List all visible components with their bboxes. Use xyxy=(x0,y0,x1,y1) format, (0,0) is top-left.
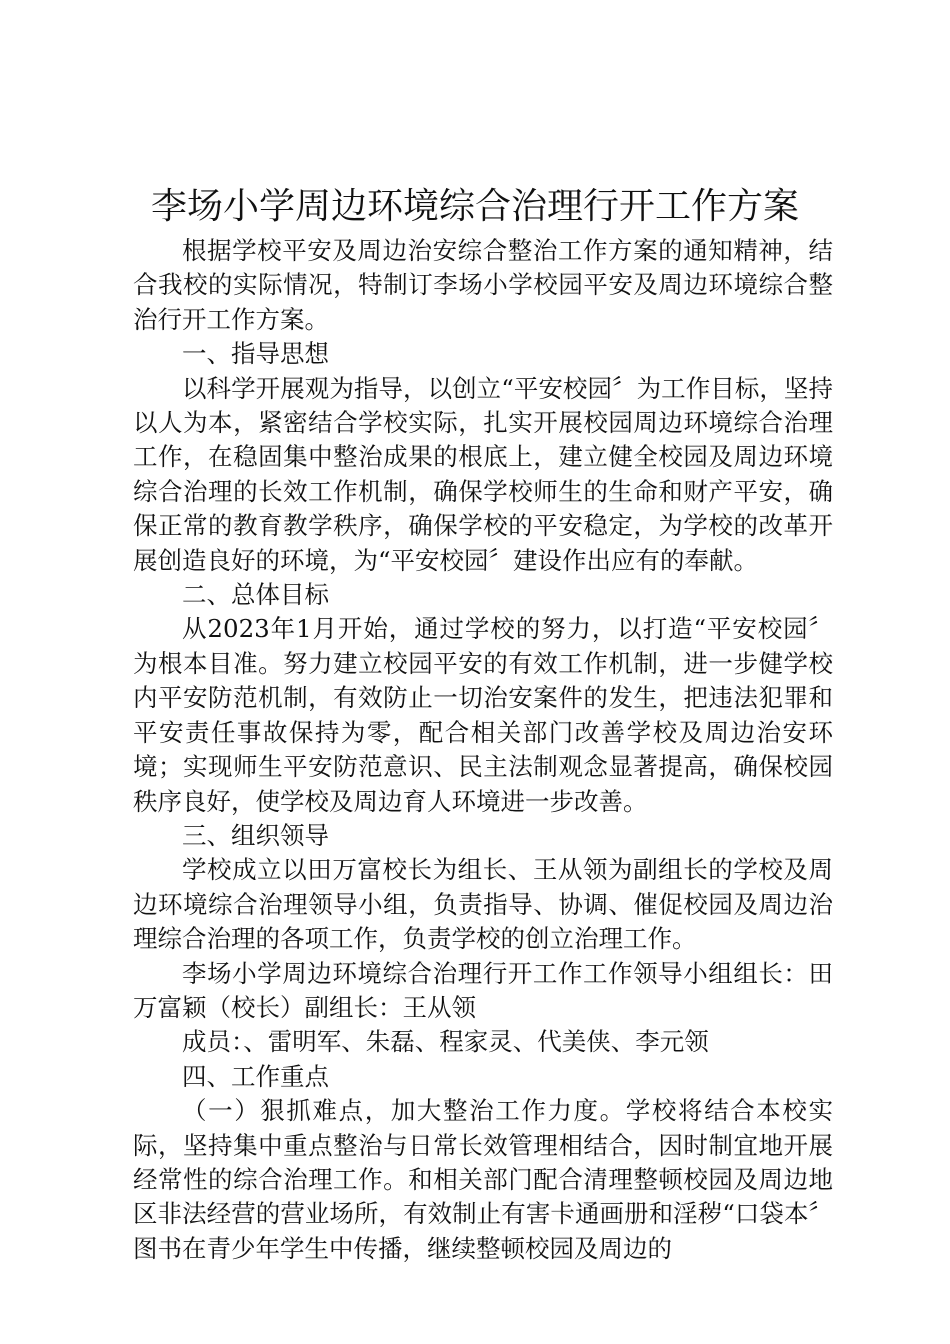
paragraph-intro: 根据学校平安及周边治安综合整治工作方案的通知精神，结合我校的实际情况，特制订李场小学校园平安及周边环境综合整治行开工作方案。 xyxy=(133,236,833,334)
document-title: 李场小学周边环境综合治理行开工作方案 xyxy=(150,186,799,227)
paragraph-work-focus-1: （一）狠抓难点，加大整治工作力度。学校将结合本校实际，坚持集中重点整治与日常长效管理相结合，因时制宜地开展经常性的综合治理工作。和相关部门配合清理整顿校园及周边地区非法经营的营业场所，有效制止有害卡通画册和淫秽“口袋本〞图书在青少年学生中传播，继续整顿校园及周边的 xyxy=(133,1096,833,1263)
paragraph-guiding-ideology: 以科学开展观为指导，以创立“平安校园〞为工作目标，坚持以人为本，紧密结合学校实际，扎实开展校园周边环境综合治理工作，在稳固集中整治成果的根底上，建立健全校园及周边环境综合治理的长效工作机制，确保学校师生的生命和财产平安，确保正常的教育教学秩序，确保学校的平安稳定，为学校的改革开展创造良好的环境，为“平安校园〞建设作出应有的奉献。 xyxy=(133,373,833,575)
section-heading-guiding-ideology: 一、指导思想 xyxy=(182,339,329,369)
paragraph-overall-goal: 从2023年1月开始，通过学校的努力，以打造“平安校园〞为根本目准。努力建立校园平安的有效工作机制，进一步健学校内平安防范机制，有效防止一切治安案件的发生，把违法犯罪和平安责任事故保持为零，配合相关部门改善学校及周边治安环境；实现师生平安防范意识、民主法制观念显著提高，确保校园秩序良好，使学校及周边育人环境进一步改善。 xyxy=(133,614,833,816)
paragraph-organization: 学校成立以田万富校长为组长、王从领为副组长的学校及周边环境综合治理领导小组，负责指导、协调、催促校园及周边治理综合治理的各项工作，负责学校的创立治理工作。 xyxy=(133,855,833,954)
paragraph-members: 成员：、雷明军、朱磊、程家灵、代美侠、李元领 xyxy=(182,1027,709,1057)
paragraph-leadership-group: 李场小学周边环境综合治理行开工作工作领导小组组长：田万富颖（校长）副组长：王从领 xyxy=(133,958,833,1022)
section-heading-work-focus: 四、工作重点 xyxy=(182,1061,329,1091)
document-body xyxy=(133,234,833,1266)
section-heading-organization: 三、组织领导 xyxy=(182,820,329,850)
section-heading-overall-goal: 二、总体目标 xyxy=(182,580,329,610)
